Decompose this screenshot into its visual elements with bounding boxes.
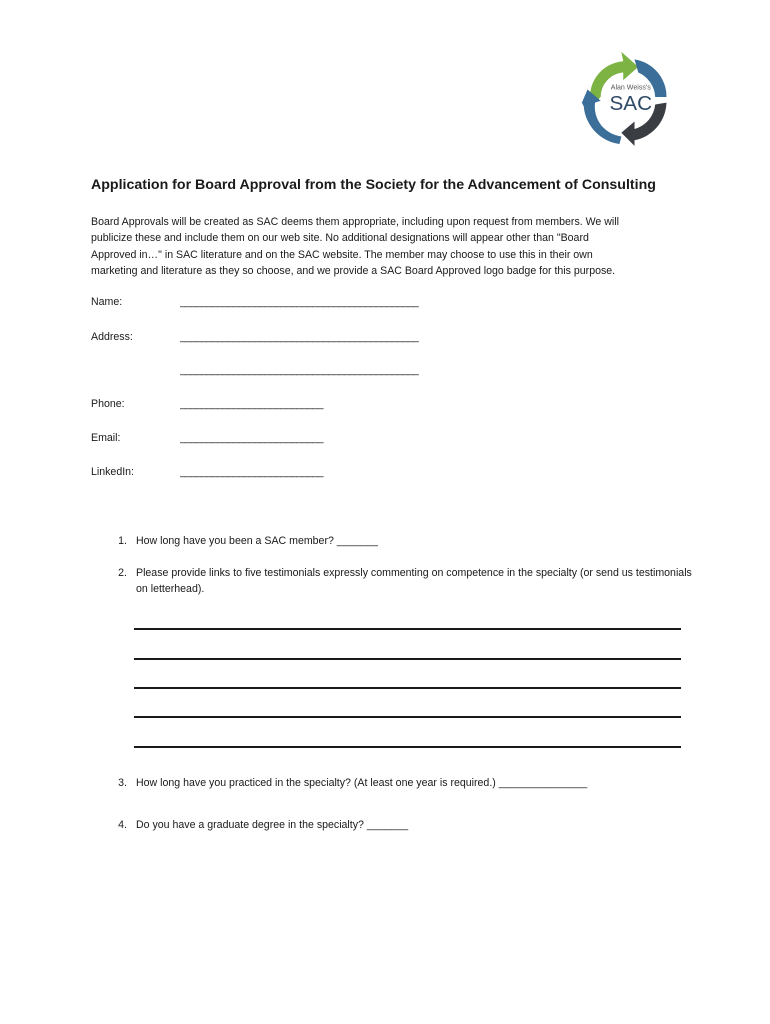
address-field-line-1[interactable]: _____________________________________________: [180, 331, 419, 343]
intro-line: publicize these and include them on our web site. No additional designations will appear other than "Board: [91, 232, 589, 245]
logo-big-text: SAC: [609, 92, 653, 116]
question-number: 3.: [118, 777, 127, 789]
linkedin-label: LinkedIn:: [91, 466, 134, 478]
question-text: Please provide links to five testimonials expressly commenting on competence in the specialty (or send us testimonials on letterhead).: [136, 567, 692, 595]
intro-line: Board Approvals will be created as SAC deems them appropriate, including upon request from members. We will: [91, 216, 619, 228]
testimonial-answer-line-3[interactable]: [134, 687, 681, 689]
question-number: 4.: [118, 819, 127, 831]
question-text: Do you have a graduate degree in the specialty? _______: [136, 819, 409, 831]
phone-field[interactable]: ___________________________: [180, 398, 323, 410]
question-number: 2.: [118, 567, 127, 579]
intro-line: marketing and literature as they so choose, and we provide a SAC Board Approved logo badge for this purpose.: [91, 264, 616, 277]
logo-small-text: Alan Weiss's: [610, 84, 651, 92]
email-label: Email:: [91, 432, 121, 444]
testimonial-answer-line-1[interactable]: [134, 628, 681, 630]
testimonial-answer-line-4[interactable]: [134, 716, 681, 718]
intro-line: Approved in…" in SAC literature and on the SAC website. The member may choose to use this in their own: [91, 248, 593, 261]
question-text: How long have you practiced in the specialty? (At least one year is required.) _______________: [136, 777, 588, 789]
sac-logo: [580, 48, 674, 146]
testimonial-answer-line-5[interactable]: [134, 746, 681, 748]
question-text: How long have you been a SAC member? _______: [136, 535, 379, 547]
name-label: Name:: [91, 296, 123, 308]
intro-paragraph: [91, 214, 691, 279]
address-field-line-2[interactable]: _____________________________________________: [180, 364, 419, 376]
phone-label: Phone:: [91, 398, 125, 410]
address-label: Address:: [91, 331, 133, 343]
question-number: 1.: [118, 535, 127, 547]
linkedin-field[interactable]: ___________________________: [180, 466, 323, 478]
testimonial-answer-line-2[interactable]: [134, 658, 681, 660]
page-title: Application for Board Approval from the Society for the Advancement of Consulting: [91, 177, 656, 193]
email-field[interactable]: ___________________________: [180, 432, 323, 444]
name-field[interactable]: _____________________________________________: [180, 296, 419, 308]
